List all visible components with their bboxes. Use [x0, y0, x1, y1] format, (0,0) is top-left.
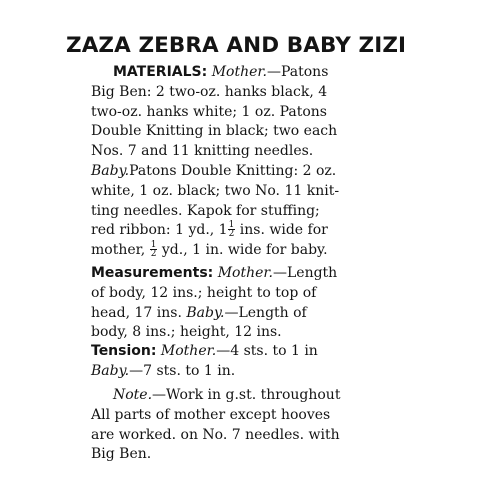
note-line-2: All parts of mother except hooves — [91, 406, 331, 423]
baby-label: Baby. — [91, 163, 130, 179]
materials-line-2: Big Ben: 2 two-oz. hanks black, 4 — [91, 83, 328, 100]
measurements-line-1 — [91, 264, 421, 284]
baby-line-4-text-b: ins. wide for — [235, 222, 328, 239]
baby-line-4-text-a: red ribbon: 1 yd., 1 — [91, 222, 228, 239]
materials-line-4: Double Knitting in black; two each — [91, 123, 338, 140]
baby-line-4 — [91, 221, 421, 241]
materials-line-1 — [91, 63, 421, 83]
fraction-half: $\frac{1}{2}$ — [150, 240, 157, 260]
note-label: Note. — [113, 387, 153, 403]
note-line-1-text: —Work in g.st. throughout — [152, 387, 341, 403]
tension-line-2-text: —7 sts. to 1 in. — [129, 362, 236, 379]
note-line-4: Big Ben. — [91, 446, 152, 463]
materials-mother-label: Mother. — [211, 64, 267, 80]
measurements-line-3 — [91, 304, 421, 324]
note-line-1 — [91, 386, 421, 406]
tension-mother-label: Mother. — [160, 343, 217, 359]
materials-section — [91, 63, 421, 162]
measurements-mother-label: Mother. — [217, 265, 273, 281]
materials-line-5: Nos. 7 and 11 knitting needles. — [91, 143, 314, 160]
measurements-line-2: of body, 12 ins.; height to top of — [91, 284, 317, 301]
materials-line-3: two-oz. hanks white; 1 oz. Patons — [91, 103, 327, 120]
baby-line-1 — [91, 162, 421, 182]
measurements-heading: Measurements: — [91, 265, 214, 281]
measurements-line-4: body, 8 ins.; height, 12 ins. — [91, 324, 282, 341]
measurements-baby-label: Baby. — [186, 304, 225, 321]
fraction-half: $\frac{1}{2}$ — [228, 220, 235, 240]
baby-line-2: white, 1 oz. black; two No. 11 knit- — [91, 182, 340, 199]
baby-line-1-text: Patons Double Knitting: 2 oz. — [129, 163, 337, 179]
tension-baby-label: Baby. — [91, 362, 130, 379]
tension-section — [91, 342, 421, 382]
tension-line-1 — [91, 342, 421, 362]
baby-line-3: ting needles. Kapok for stuffing; — [91, 202, 320, 219]
measurements-line-3-text-b: —Length of — [224, 304, 307, 321]
baby-line-5 — [91, 241, 421, 261]
tension-line-2 — [91, 362, 421, 382]
pattern-title: ZAZA ZEBRA AND BABY ZIZI — [66, 33, 407, 58]
baby-line-5-text-a: mother, — [91, 242, 146, 259]
note-line-3: are worked. on No. 7 needles. with — [91, 426, 340, 443]
tension-heading: Tension: — [91, 343, 157, 359]
baby-materials-section — [91, 162, 421, 261]
measurements-line-1-text: —Length — [273, 265, 338, 281]
note-section — [91, 386, 421, 465]
baby-line-5-text-b: yd., 1 in. wide for baby. — [157, 242, 328, 259]
measurements-line-3-text-a: head, 17 ins. — [91, 304, 187, 321]
tension-line-1-text: —4 sts. to 1 in — [216, 343, 318, 359]
materials-heading: MATERIALS: — [113, 64, 208, 80]
measurements-section — [91, 264, 421, 343]
materials-line-1-text: —Patons — [266, 64, 329, 80]
